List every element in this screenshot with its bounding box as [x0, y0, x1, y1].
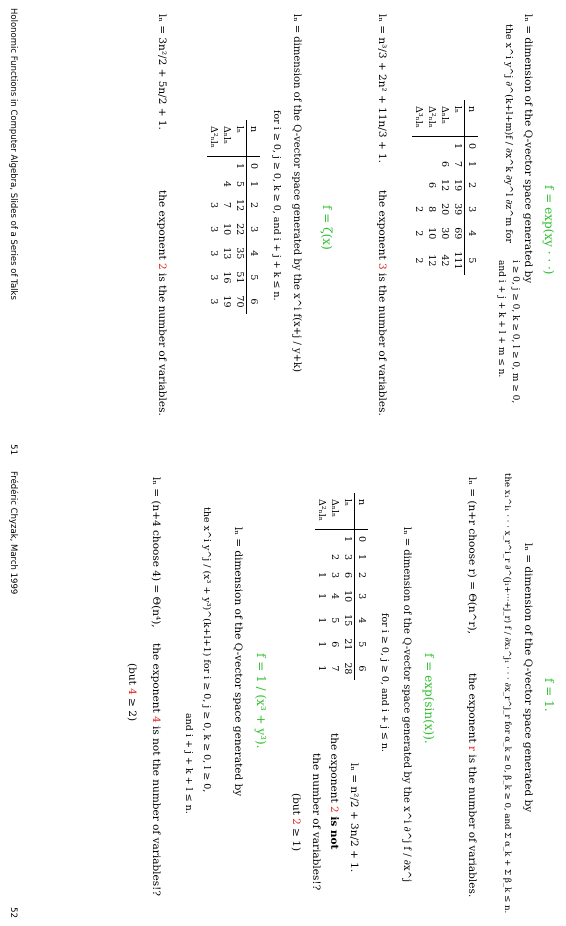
- note-text: ≥ 1): [290, 824, 302, 852]
- table-cell: 2: [413, 230, 424, 237]
- slide-52: [0, 463, 566, 926]
- table-header-cell: 3: [465, 197, 479, 221]
- table-cell: 1: [316, 665, 327, 672]
- table-cell: 8: [426, 206, 437, 213]
- table-cell: 15: [342, 614, 353, 627]
- s51-zeta-dimension-line: lₙ = dimension of the Q-vector space generated by the x^i f(x+j / y+k): [291, 14, 302, 372]
- table-cell: [438, 136, 451, 155]
- table-cell: 5: [329, 617, 340, 624]
- table-cell: 22: [234, 223, 245, 236]
- table-cell: 12: [439, 179, 450, 192]
- footer-author: Frédéric Chyzak, March 1999: [8, 471, 18, 595]
- footer-title: Holonomic Functions in Computer Algebra, Slides of a Series of Talks: [8, 8, 18, 300]
- table-header-cell: 0: [355, 529, 369, 548]
- note-text: (but: [126, 663, 138, 689]
- table-header-cell: 5: [465, 245, 479, 275]
- note-text: ≥ 2): [126, 694, 138, 722]
- s51-zeta-condition: for i ≥ 0, j ≥ 0, k ≥ 0, and i + j + k ≤ n.: [271, 110, 282, 301]
- table-cell: 4: [329, 593, 340, 600]
- table-cell: 3: [208, 226, 219, 233]
- table-header-cell: 4: [465, 221, 479, 245]
- note-highlight: 2: [290, 818, 302, 825]
- table-cell: [207, 175, 220, 193]
- table-row-label: Δₙlₙ: [220, 120, 233, 156]
- table-cell: [412, 173, 425, 197]
- s52-note-rational-2: [126, 663, 138, 721]
- s52-rational-generators: the x^i y^j / (x³ + y³)^(k+l+1) for i ≥ 0, j ≥ 0, k ≥ 0, l ≥ 0,: [201, 507, 212, 793]
- table-header-row: [247, 120, 261, 314]
- table-row-label: lₙ: [451, 100, 465, 136]
- s51-formula-exp: lₙ = n³/3 + 2n² + 11n/3 + 1.: [376, 14, 388, 163]
- table-cell: 35: [234, 247, 245, 260]
- note-text: is the number of variables.: [156, 269, 168, 416]
- table-row-label: Δ²ₙlₙ: [315, 493, 328, 529]
- table-row-label: lₙ: [233, 120, 247, 156]
- table-cell: 10: [221, 223, 232, 236]
- note-text: (but: [290, 793, 302, 819]
- note-highlight: 3: [376, 263, 388, 270]
- s52-expsin-condition: for i ≥ 0, j ≥ 0, and i + j ≤ n.: [379, 613, 390, 752]
- footer-51: [6, 8, 20, 455]
- table-row-label: Δₙlₙ: [328, 493, 341, 529]
- table-row: [328, 493, 341, 680]
- table-header-cell: n: [355, 493, 369, 529]
- table-row: [451, 100, 465, 275]
- s52-note-rational: [150, 643, 162, 896]
- s51-table-zeta: [207, 120, 260, 314]
- s52-formula-one: lₙ = (n+r choose r) = Θ(n^r),: [466, 477, 478, 634]
- table-cell: 3: [208, 202, 219, 209]
- table-header-cell: 1: [247, 175, 261, 193]
- s52-title-rational: f = 1 / (x³ + y³).: [254, 653, 268, 749]
- table-header-cell: 4: [355, 608, 369, 632]
- note-text: is the number of variables.: [376, 269, 388, 416]
- note-highlight: 4: [126, 688, 138, 695]
- note-text: the exponent: [466, 673, 478, 747]
- table-cell: [207, 156, 220, 175]
- table-cell: [412, 155, 425, 173]
- table-header-cell: 0: [247, 156, 261, 175]
- table-cell: 7: [452, 160, 463, 168]
- note-text: the exponent: [150, 643, 162, 717]
- s52-title-one: f = 1.: [542, 678, 556, 712]
- page-number: 51: [8, 444, 18, 455]
- table-cell: 10: [426, 227, 437, 240]
- table-cell: 2: [413, 206, 424, 213]
- s52-formula-rational: lₙ = (n+4 choose 4) = Θ(n⁴),: [150, 477, 162, 628]
- table-cell: 21: [342, 638, 353, 651]
- s52-dimension-line: lₙ = dimension of the Q-vector space generated by: [522, 543, 534, 813]
- table-row: [233, 120, 247, 314]
- table-header-cell: 0: [465, 136, 479, 155]
- s52-table-expsin: [315, 493, 368, 680]
- table-cell: 7: [221, 202, 232, 209]
- table-row-label: lₙ: [341, 493, 355, 529]
- table-cell: 1: [342, 535, 353, 542]
- table-cell: [328, 529, 341, 548]
- table-cell: 1: [452, 142, 463, 149]
- table-header-cell: n: [465, 100, 479, 136]
- s52-rational-condition: and i + j + k + l ≤ n.: [183, 713, 194, 814]
- note-highlight: r: [466, 746, 478, 752]
- table-cell: 3: [208, 250, 219, 257]
- s51-dimension-line: lₙ = dimension of the Q-vector space generated by: [522, 14, 534, 284]
- note-text: the exponent: [376, 190, 388, 264]
- table-cell: 1: [316, 617, 327, 624]
- table-cell: 42: [439, 254, 450, 267]
- table-row: [315, 493, 328, 680]
- table-cell: 19: [221, 295, 232, 308]
- note-text: is the number of variables.: [466, 751, 478, 898]
- table-cell: 6: [329, 641, 340, 648]
- s51-note-zeta: [156, 190, 168, 416]
- table-cell: 6: [342, 572, 353, 579]
- table-cell: 111: [452, 251, 463, 270]
- table-cell: 5: [234, 180, 245, 188]
- table-cell: 6: [439, 160, 450, 168]
- table-cell: [425, 155, 438, 173]
- table-cell: 3: [329, 572, 340, 579]
- table-cell: 19: [452, 179, 463, 192]
- table-cell: [412, 136, 425, 155]
- s51-note-exp: [376, 190, 388, 416]
- note-highlight: 4: [150, 716, 162, 723]
- table-header-row: [355, 493, 369, 680]
- note-text: is not the number of variables!?: [150, 722, 162, 896]
- note-text: the exponent: [156, 190, 168, 264]
- table-cell: 1: [234, 162, 245, 169]
- table-cell: 30: [439, 227, 450, 240]
- table-cell: 7: [329, 665, 340, 672]
- s52-rational-dimension-line: lₙ = dimension of the Q-vector space generated by: [232, 527, 244, 797]
- note-highlight: 2: [156, 263, 168, 270]
- table-cell: 10: [342, 590, 353, 603]
- table-header-cell: 1: [465, 155, 479, 173]
- s52-expsin-dimension-line: lₙ = dimension of the Q-vector space generated by the x^i ∂^j f / ∂x^j: [401, 527, 412, 883]
- table-header-cell: 5: [247, 265, 261, 289]
- table-header-cell: 5: [355, 632, 369, 656]
- table-cell: 3: [208, 274, 219, 281]
- table-row-label: Δₙlₙ: [438, 100, 451, 136]
- s51-condition-2: and i + j + k + l + m ≤ n.: [496, 260, 506, 378]
- table-cell: 1: [316, 641, 327, 648]
- table-header-cell: 3: [247, 217, 261, 241]
- s52-generators-line: the x₁^i₁ · · · x_r^i_r ∂^(j₁+···+j_r) f / ∂x₁^j₁ · · · ∂x_r^j_r for α_k ≥ 0, β_k ≥ 0, and Σ α_k + Σ β_k ≤ n.: [502, 473, 512, 914]
- table-cell: 1: [316, 593, 327, 600]
- table-cell: 2: [413, 257, 424, 264]
- table-cell: 20: [439, 203, 450, 216]
- s52-note-expsin: [328, 733, 340, 849]
- table-header-row: [465, 100, 479, 275]
- page-number: 52: [8, 907, 18, 918]
- table-row: [425, 100, 438, 275]
- table-cell: [425, 136, 438, 155]
- table-cell: 3: [208, 298, 219, 305]
- s52-formula-expsin: lₙ = n²/2 + 3n/2 + 1.: [348, 763, 360, 873]
- s52-title-expsin: f = exp(sin(x)).: [422, 653, 436, 744]
- table-header-cell: 2: [247, 193, 261, 217]
- table-cell: 13: [221, 247, 232, 260]
- table-cell: [315, 548, 328, 566]
- table-row: [438, 100, 451, 275]
- s51-title-zeta: f = ζ(x): [320, 205, 334, 250]
- note-text: is not: [328, 812, 340, 850]
- table-header-cell: 2: [355, 566, 369, 584]
- footer-52: [6, 471, 20, 918]
- s51-title-exp: f = exp(xy · · ·): [542, 185, 556, 275]
- s51-formula-zeta: lₙ = 3n²/2 + 5n/2 + 1.: [156, 14, 168, 130]
- table-header-cell: n: [247, 120, 261, 156]
- table-row-label: Δ³ₙlₙ: [412, 100, 425, 136]
- note-highlight: 2: [328, 806, 340, 813]
- table-cell: [220, 156, 233, 175]
- table-cell: 2: [329, 553, 340, 561]
- table-cell: 69: [452, 227, 463, 240]
- table-cell: [315, 529, 328, 548]
- table-header-cell: 4: [247, 241, 261, 265]
- table-cell: 4: [221, 180, 232, 188]
- table-cell: 12: [234, 199, 245, 212]
- table-cell: 51: [234, 271, 245, 284]
- s51-condition-1: i ≥ 0, j ≥ 0, k ≥ 0, l ≥ 0, m ≥ 0,: [510, 260, 520, 404]
- table-header-cell: 6: [355, 656, 369, 680]
- table-cell: 70: [234, 295, 245, 308]
- table-cell: 16: [221, 271, 232, 284]
- table-cell: 28: [342, 662, 353, 675]
- table-row: [220, 120, 233, 314]
- table-row-label: Δ²ₙlₙ: [207, 120, 220, 156]
- table-row-label: Δ²ₙlₙ: [425, 100, 438, 136]
- s52-note-expsin-3: [290, 793, 302, 851]
- table-row: [207, 120, 220, 314]
- table-row: [412, 100, 425, 275]
- table-cell: 1: [316, 572, 327, 579]
- table-cell: 6: [426, 182, 437, 189]
- table-header-cell: 3: [355, 584, 369, 608]
- table-header-cell: 6: [247, 289, 261, 313]
- table-row: [341, 493, 355, 680]
- table-cell: 3: [342, 553, 353, 561]
- table-header-cell: 1: [355, 548, 369, 566]
- s51-table-exp: [412, 100, 478, 275]
- s52-note-one: [466, 673, 478, 897]
- s51-generators-line: the x^i y^j ∂^(k+l+m)f / ∂x^k ∂y^l ∂z^m for: [503, 24, 514, 243]
- table-header-cell: 2: [465, 173, 479, 197]
- s52-note-expsin-2: the number of variables!?: [310, 753, 322, 891]
- note-text: the exponent: [328, 733, 340, 807]
- table-cell: 39: [452, 203, 463, 216]
- table-cell: 12: [426, 254, 437, 267]
